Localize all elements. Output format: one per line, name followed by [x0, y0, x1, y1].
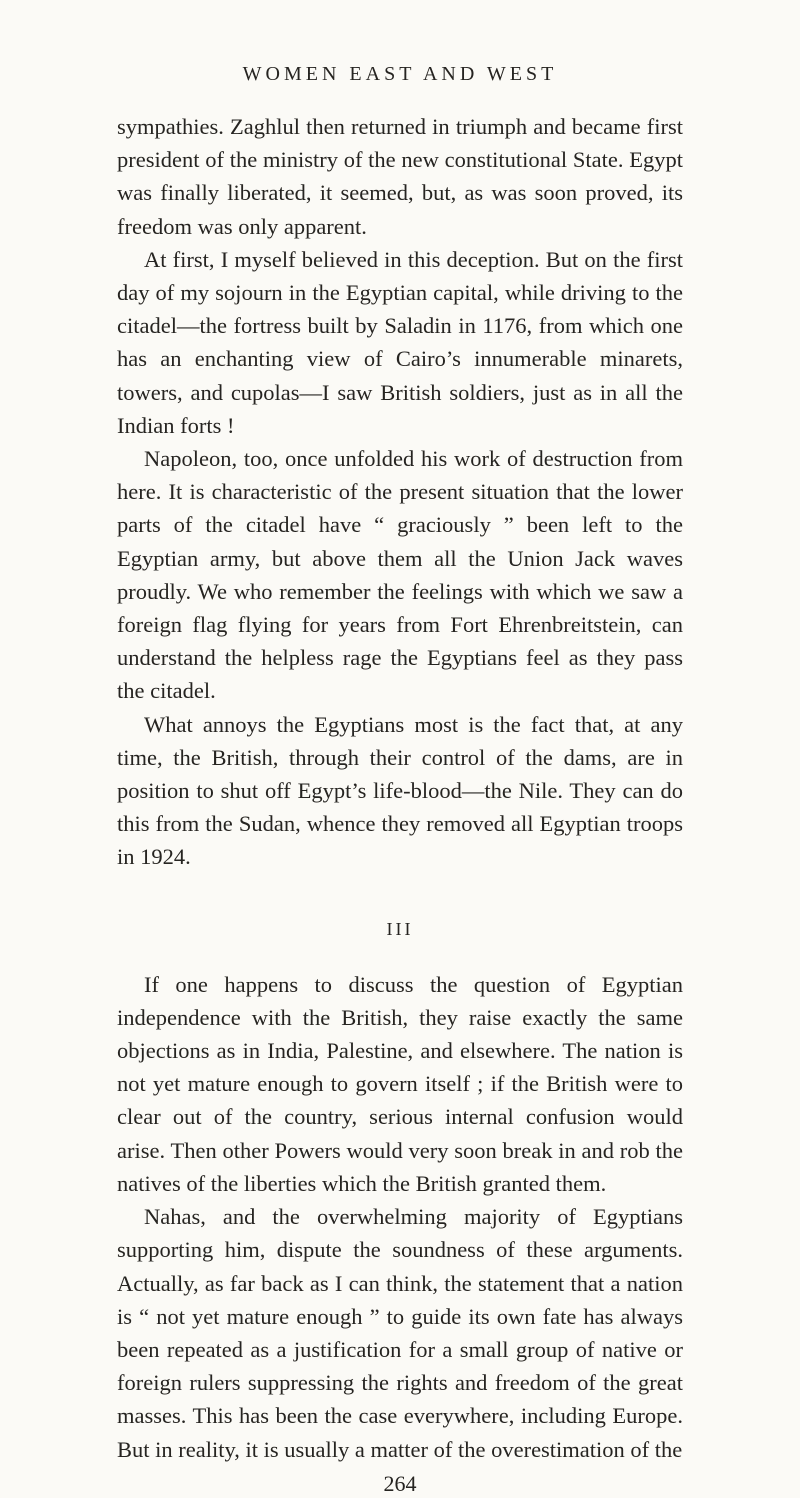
section-number: III — [386, 918, 414, 939]
page-number: 264 — [383, 1470, 417, 1496]
paragraph-independence: If one happens to discuss the question of Egyptian independence with the British, they raise exactly the same objections as in India, Palestine, and elsewhere. The nation is not yet mature enough to govern itself ; if the British were to clear out of the country, serious internal confusion would arise. Then other Powers would very soon break in and rob the natives of the liberties which the British granted them. — [117, 971, 683, 1196]
paragraph-nile: What annoys the Egyptians most is the fact that, at any time, the British, through their control of the dams, are in position to shut off Egypt’s life-blood—the Nile. They can do this from the Sudan, whence they removed all Egyptian troops in 1924. — [117, 711, 683, 870]
paragraph-napoleon: Napoleon, too, once unfolded his work of destruction from here. It is characteristic of the present situation that the lower parts of the citadel have “ graciously ” been left to the Egyptian army, but above them all the Union Jack waves proudly. We who remember the feelings with which we saw a foreign flag flying for years from Fort Ehrenbreitstein, can understand the helpless rage the Egyptians feel as they pass the citadel. — [117, 446, 683, 704]
book-page — [117, 62, 683, 1498]
paragraph-citadel: At first, I myself believed in this deception. But on the first day of my sojourn in the Egyptian capital, while driving to the citadel—the fortress built by Saladin in 1176, from which one has an enchanting view of Cairo’s innumerable minarets, towers, and cupolas—I saw British soldiers, just as in all the Indian forts ! — [117, 246, 683, 438]
running-head: WOMEN EAST AND WEST — [242, 63, 558, 85]
paragraph-continued: sympathies. Zaghlul then returned in triumph and became first president of the ministry of the new constitutional State. Egypt was finally liberated, it seemed, but, as was soon proved, its freedom was only apparent. — [117, 114, 683, 239]
paragraph-nahas: Nahas, and the overwhelming majority of Egyptians supporting him, dispute the soundness of these arguments. Actually, as far back as I can think, the statement that a nation is “ not yet mature enough ” to guide its own fate has always been repeated as a justification for a small group of native or foreign rulers suppressing the rights and freedom of the great masses. This has been the case everywhere, including Europe. But in reality, it is usually a matter of the overestimation of the — [117, 1204, 683, 1462]
